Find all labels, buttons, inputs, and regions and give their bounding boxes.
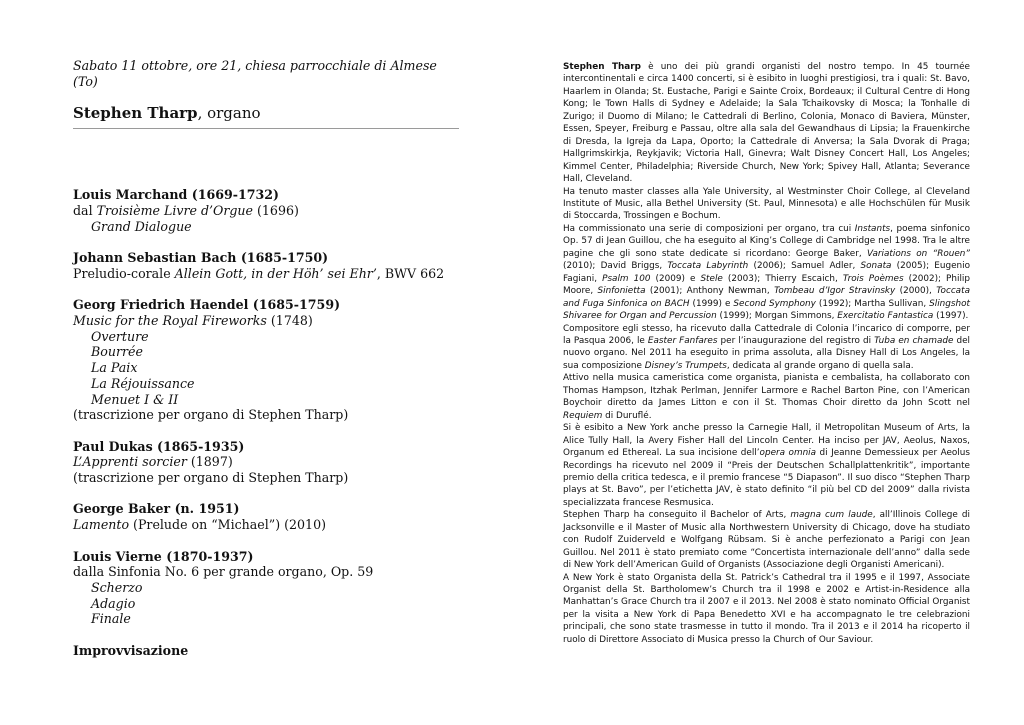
- programme-item: [73, 549, 461, 628]
- bio-paragraph: Ha tenuto master classes alla Yale University, al Westminster Choir College, al Cleveland Institute of Music, alla Bethel University (St. Paul, Minnesota) e alle Hochschülen für Musik di Stoccarda, Trossingen e Bochum.: [563, 186, 970, 222]
- biography-column: [563, 61, 970, 646]
- programme-item: [73, 501, 461, 532]
- movement: Overture: [91, 328, 149, 344]
- composer-name: Louis Vierne (1870-1937): [73, 548, 254, 564]
- programme-list: [73, 187, 461, 658]
- programme-column: [73, 58, 461, 674]
- movement: Scherzo: [91, 579, 143, 595]
- bio-paragraph: Stephen Tharp è uno dei più grandi organisti del nostro tempo. In 45 tournée intercontinentali e circa 1400 concerti, si è esibito in luoghi prestigiosi, tra i quali: St. Bavo, Haarlem in Olanda; St. Eustache, Parigi e Sainte Croix, Bordeaux; il Cultural Centre di Hong Kong; le Town Halls di Sydney e Adelaide; la Sala Tchaikovsky di Mosca; la Tonhalle di Zurigo; il Duomo di Milano; le Cattedrali di Berlino, Colonia, Monaco di Baviera, Münster, Essen, Speyer, Freiburg e Passau, oltre alla sala del Gewandhaus di Lipsia; la Frauenkirche di Dresda, la Igreja da Lapa, Oporto; la Cattedrale di Anversa; la Sala Dvorak di Praga; Hallgrimskirkja, Reykjavik; Victoria Hall, Ginevra; Walt Disney Concert Hall, Los Angeles; Kimmel Center, Philadelphia; Riverside Church, New York; Spivey Hall, Atlanta; Severance Hall, Cleveland.: [563, 62, 970, 185]
- work-title: Lamento (Prelude on “Michael”) (2010): [73, 517, 326, 533]
- programme-item: [73, 187, 461, 234]
- bio-paragraph: Stephen Tharp ha conseguito il Bachelor of Arts, magna cum laude, all’Illinois College di Jacksonville e il Master of Music alla Northwestern University di Chicago, dove ha studiato con Rudolf Zuiderveld e Wolfgang Rübsam. Si è anche perfezionato a Parigi con Jean Guillou. Nel 2011 è stato premiato come “Concertista internazionale dell’anno” dalla sede di New York dell’American Guild of Organists (Associazione degli Organisti Americani).: [563, 510, 970, 571]
- programme-item: [73, 643, 461, 659]
- work-title: Music for the Royal Fireworks (1748): [73, 313, 313, 328]
- work-title: L’Apprenti sorcier (1897): [73, 454, 233, 470]
- bio-paragraph: Compositore egli stesso, ha ricevuto dalla Cattedrale di Colonia l’incarico di comporre, per la Pasqua 2006, le Easter Fanfares per l’inaugurazione del registro di Tuba en chamade del nuovo organo. Nel 2011 ha eseguito in prima assoluta, alla Disney Hall di Los Angeles, la sua composizione Disney’s Trumpets, dedicata al grande organo di quella sala.: [563, 323, 970, 371]
- composer-name: Georg Friedrich Haendel (1685-1759): [73, 297, 341, 313]
- movement: Bourrée: [91, 344, 143, 360]
- improvisation-heading: Improvvisazione: [73, 642, 189, 658]
- bio-paragraph: A New York è stato Organista della St. Patrick’s Cathedral tra il 1995 e il 1997, Associate Organist della St. Bartholomew’s Church tra il 1998 e 2002 e Artist-in-Residence alla Manhattan’s Grace Church tra il 2007 e il 2013. Nel 2008 è stato nominato Official Organist per la visita a New York di Papa Benedetto XVI e ha accompagnato le tre celebrazioni principali, che sono state trasmesse in tutto il mondo. Tra il 2013 e il 2014 ha ricoperto il ruolo di Direttore Associato di Musica presso la Church of Our Saviour.: [563, 572, 970, 645]
- transcription-note: (trascrizione per organo di Stephen Tharp): [73, 470, 349, 486]
- movement: La Réjouissance: [91, 375, 195, 391]
- composer-name: Louis Marchand (1669-1732): [73, 187, 279, 203]
- composer-name: Johann Sebastian Bach (1685-1750): [73, 250, 329, 266]
- performer-name: Stephen Tharp: [73, 104, 198, 123]
- work-title: dalla Sinfonia No. 6 per grande organo, Op. 59: [73, 564, 374, 580]
- movement: Finale: [91, 611, 131, 627]
- bio-paragraph: Ha commissionato una serie di composizioni per organo, tra cui Instants, poema sinfonico Op. 57 di Jean Guillou, che ha eseguito al King’s College di Cambridge nel 1998. Tra le altre pagine che gli sono state dedicate si ricordano: George Baker, Variations on “Rouen” (2010); David Briggs, Toccata Labyrinth (2006); Samuel Adler, Sonata (2005); Eugenio Fagiani, Psalm 100 (2009) e Stele (2003); Thierry Escaich, Trois Poèmes (2002); Philip Moore, Sinfonietta (2001); Anthony Newman, Tombeau d’Igor Stravinsky (2000), Toccata and Fuga Sinfonica on BACH (1999) e Second Symphony (1992); Martha Sullivan, Slingshot Shivaree for Organ and Percussion (1999); Morgan Simmons, Exercitatio Fantastica (1997).: [563, 223, 970, 322]
- bio-paragraph: Si è esibito a New York anche presso la Carnegie Hall, il Metropolitan Museum of Arts, la Alice Tully Hall, la Avery Fisher Hall del Lincoln Center. Ha inciso per JAV, Aeolus, Naxos, Organum ed Ethereal. La sua incisione dell’opera omnia di Jeanne Demessieux per Aeolus Recordings ha ricevuto nel 2009 il “Preis der Deutschen Schallplattenkritik”, importante premio della critica tedesca, e il premio francese “5 Diapason”. Il suo disco “Stephen Tharp plays at St. Bavo”, per l’etichetta JAV, è stato definito “il più bel CD del 2009” dalla rivista specializzata francese Resmusica.: [563, 423, 970, 508]
- work-title: Preludio-corale Allein Gott, in der Höh’ sei Ehr’, BWV 662: [73, 265, 445, 281]
- heading-divider: [73, 128, 459, 129]
- programme-item: [73, 250, 461, 281]
- programme-item: [73, 439, 461, 486]
- performer-role: , organo: [197, 104, 261, 123]
- bio-paragraph: Attivo nella musica cameristica come organista, pianista e cembalista, ha collaborato con Thomas Hampson, Itzhak Perlman, Jennifer Larmore e Rachel Barton Pine, con l’American Boychoir diretto da James Litton e con il St. Thomas Choir diretto da John Scott nel Requiem di Duruflé.: [563, 373, 970, 421]
- movement: Menuet I & II: [91, 391, 179, 407]
- composer-name: Paul Dukas (1865-1935): [73, 438, 245, 454]
- composer-name: George Baker (n. 1951): [73, 501, 240, 517]
- movement: La Paix: [91, 360, 138, 376]
- performer-heading: [73, 104, 461, 122]
- concert-date-venue: Sabato 11 ottobre, ore 21, chiesa parrocchiale di Almese (To): [73, 58, 437, 89]
- movement: Adagio: [91, 595, 136, 611]
- programme-item: [73, 297, 461, 423]
- movement: Grand Dialogue: [91, 218, 192, 234]
- work-title: dal Troisième Livre d’Orgue (1696): [73, 203, 299, 219]
- transcription-note: (trascrizione per organo di Stephen Tharp): [73, 407, 349, 423]
